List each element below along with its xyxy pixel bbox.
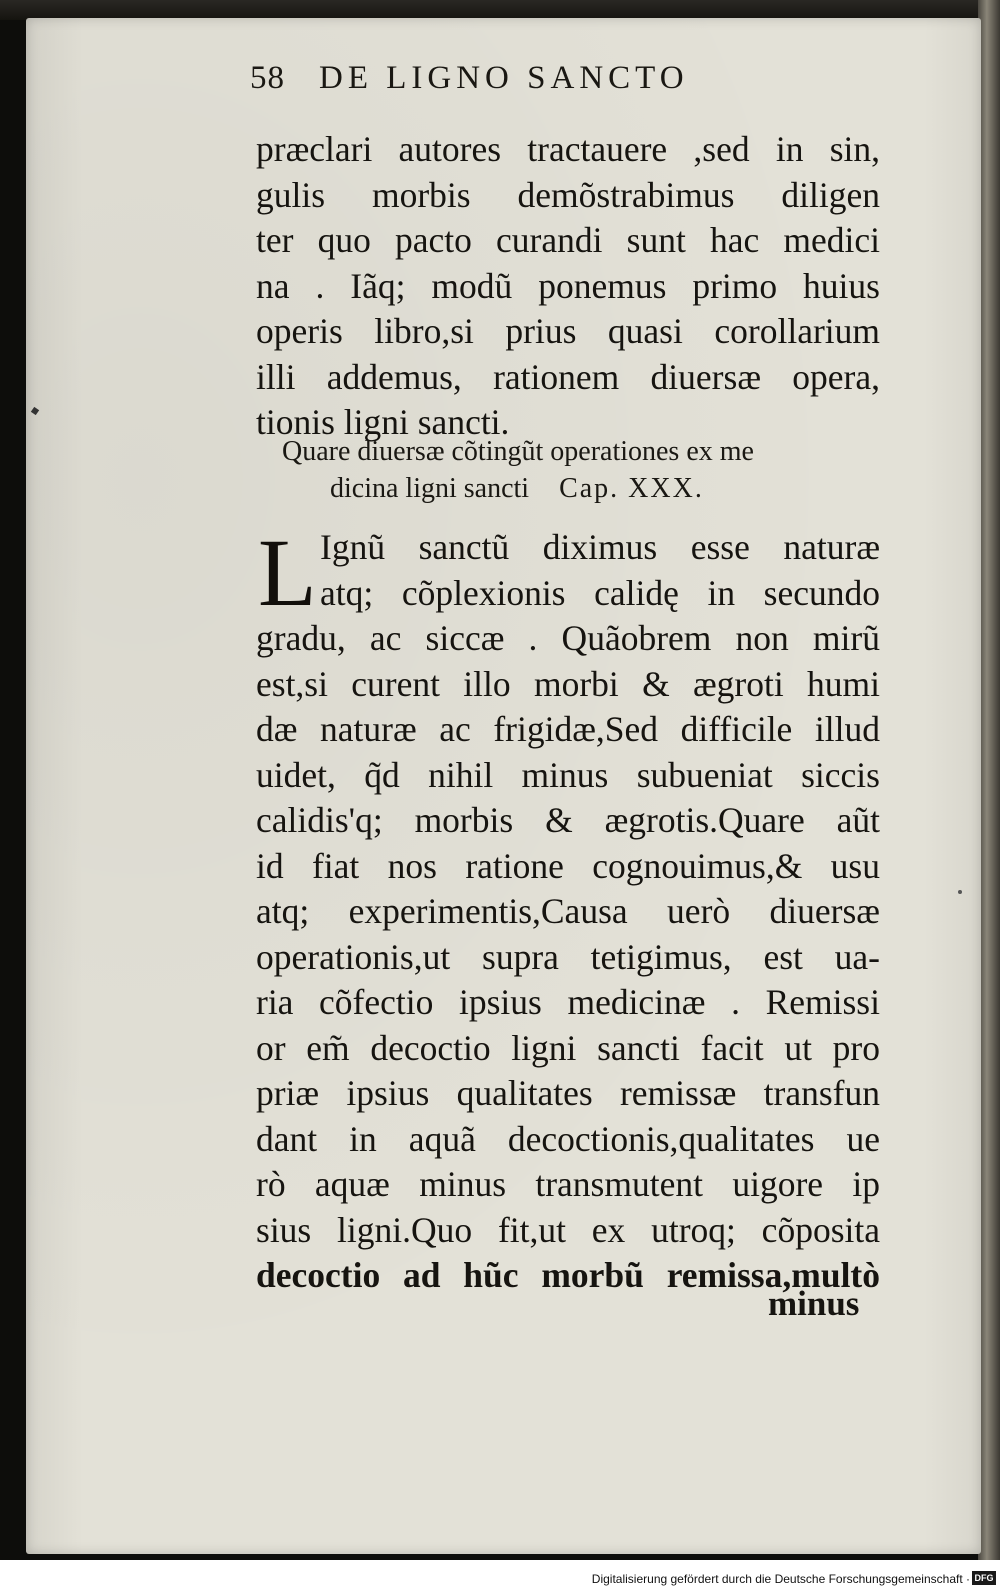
- text-line: na . Iãq; modũ ponemus primo huius: [256, 265, 880, 306]
- text-line: or em̃ decoctio ligni sancti facit ut pro: [256, 1027, 880, 1068]
- text-line: operis libro,si prius quasi corollarium: [256, 311, 880, 351]
- text-line: est,si curent illo morbi & ægroti humi: [256, 663, 880, 704]
- scan-edge-top: [0, 0, 1000, 20]
- text-line: illi addemus, rationem diuersæ opera,: [256, 356, 880, 397]
- chapter-number: Cap. XXX.: [559, 473, 704, 504]
- chapter-heading-line: Quare diuersæ cõtingũt operationes ex me: [282, 436, 754, 467]
- text-line: tionis ligni sancti.: [256, 402, 510, 442]
- catchword: minus: [768, 1284, 860, 1323]
- text-line: decoctio ad hũc morbũ remissa,multò: [256, 1255, 880, 1295]
- text-line: gradu, ac siccæ . Quãobrem non mirũ: [256, 618, 880, 658]
- text-line: dant in aquã decoctionis,qualitates ue: [256, 1118, 880, 1159]
- text-line: operationis,ut supra tetigimus, est ua-: [256, 936, 880, 977]
- running-header: [250, 60, 689, 97]
- page-number: 58: [250, 60, 285, 96]
- ink-speck: [958, 890, 962, 894]
- text-line: atq; cõplexionis calidę in secundo: [320, 572, 880, 613]
- text-line: rò aquæ minus transmutent uigore ip: [256, 1164, 880, 1204]
- text-line: sius ligni.Quo fit,ut ex utroq; cõposita: [256, 1209, 880, 1250]
- chapter-heading-line: [282, 470, 858, 508]
- text-line: calidis'q; morbis & ægrotis.Quare aũt: [256, 800, 880, 840]
- drop-cap: L: [258, 519, 317, 626]
- text-line: dæ naturæ ac frigidæ,Sed difficile illud: [256, 709, 880, 749]
- funding-credit: Digitalisierung gefördert durch die Deutsche Forschungsgemeinschaft ·: [591, 1572, 970, 1586]
- text-line: ter quo pacto curandi sunt hac medici: [256, 220, 880, 260]
- text-line: Ignũ sanctũ diximus esse naturæ: [320, 527, 880, 567]
- text-line: uidet, q̃d nihil minus subueniat siccis: [256, 754, 880, 795]
- text-line: id fiat nos ratione cognouimus,& usu: [256, 845, 880, 886]
- paragraph-2: [256, 519, 880, 1299]
- running-title: DE LIGNO SANCTO: [319, 60, 689, 96]
- text-line: gulis morbis demõstrabimus diligen: [256, 174, 880, 215]
- chapter-heading: [282, 434, 858, 508]
- paragraph-1: [256, 127, 880, 446]
- text-line: priæ ipsius qualitates remissæ transfun: [256, 1073, 880, 1113]
- dfg-logo: DFG: [972, 1571, 996, 1585]
- text-line: præclari autores tractauere ,sed in sin,: [256, 129, 880, 169]
- text-line: ria cõfectio ipsius medicinæ . Remissi: [256, 982, 880, 1022]
- scan-edge-right: [978, 0, 1000, 1560]
- chapter-heading-text: dicina ligni sancti: [330, 473, 530, 504]
- text-line: atq; experimentis,Causa uerò diuersæ: [256, 891, 880, 931]
